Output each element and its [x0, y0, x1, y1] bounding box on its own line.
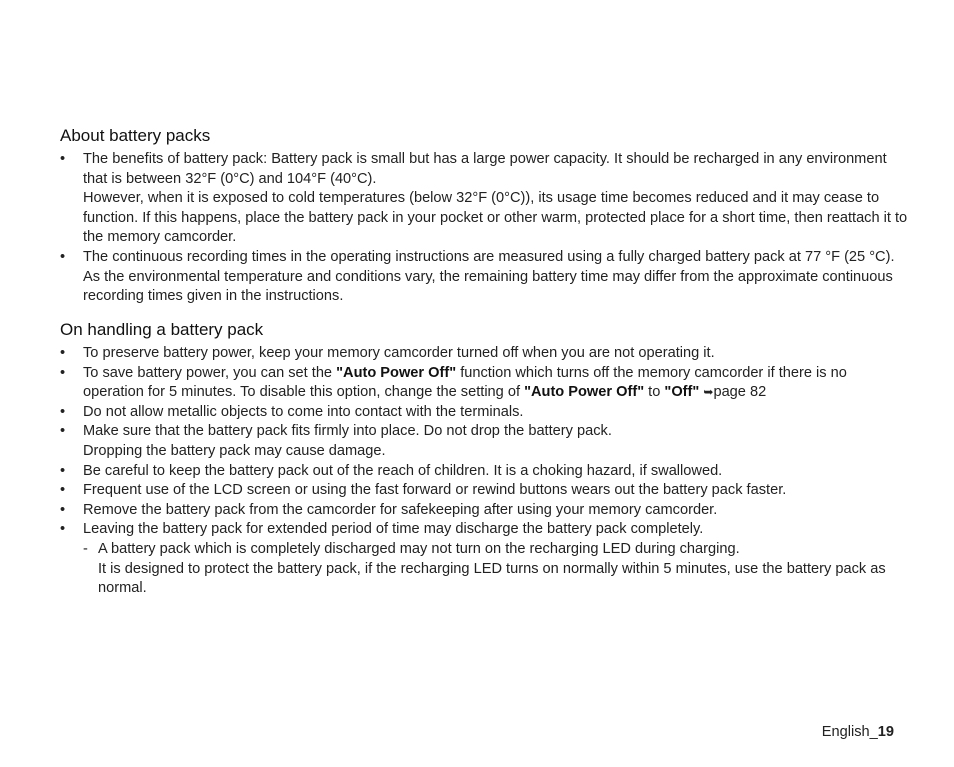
paragraph: A battery pack which is completely discharged may not turn on the recharging LED during charging.	[98, 540, 740, 557]
list-item	[60, 462, 910, 482]
list-item	[60, 150, 910, 248]
footer-language-label: English_	[821, 724, 878, 740]
text-run: To save battery power, you can set the	[83, 364, 337, 381]
paragraph: However, when it is exposed to cold temperatures (below 32°F (0°C)), its usage time becomes reduced and it may cease to function. If this happens, place the battery pack in your pocket or other warm, protected place for a short time, then reattach it to the memory camcorder.	[83, 190, 908, 246]
bullet-icon: •	[60, 423, 66, 440]
bullet-icon: •	[60, 364, 66, 381]
paragraph: Be careful to keep the battery pack out of the reach of children. It is a choking hazard, if swallowed.	[83, 462, 723, 479]
bullet-icon: •	[60, 345, 66, 361]
sub-item	[83, 540, 910, 599]
bullet-icon: •	[60, 501, 66, 518]
auto-power-off-label: "Auto Power Off"	[336, 364, 457, 381]
off-label: "Off"	[664, 384, 700, 401]
paragraph: Remove the battery pack from the camcorder for safekeeping after using your memory camcorder.	[83, 501, 718, 518]
page-footer	[822, 724, 894, 740]
handling-battery-pack-list	[60, 344, 910, 599]
list-item	[60, 344, 910, 364]
auto-power-off-label: "Auto Power Off"	[524, 384, 645, 401]
bullet-icon: •	[60, 403, 66, 420]
paragraph: Dropping the battery pack may cause damage.	[83, 442, 386, 459]
paragraph	[83, 364, 910, 403]
list-item	[60, 364, 910, 403]
bullet-icon: •	[60, 248, 66, 265]
list-item	[60, 520, 910, 598]
list-item	[60, 501, 910, 521]
list-item	[60, 481, 910, 501]
section-heading-on-handling-a-battery-pack: On handling a battery pack	[60, 320, 264, 339]
dash-marker: -	[83, 540, 88, 557]
paragraph: The benefits of battery pack: Battery pack is small but has a large power capacity. It should be recharged in any environment that is between 32°F (0°C) and 104°F (40°C).	[83, 151, 887, 187]
paragraph: Make sure that the battery pack fits firmly into place. Do not drop the battery pack.	[83, 423, 612, 440]
text-run: to	[644, 384, 665, 401]
list-item	[60, 248, 910, 307]
bullet-icon: •	[60, 151, 66, 167]
list-item	[60, 403, 910, 423]
bullet-icon: •	[60, 462, 66, 479]
paragraph: Do not allow metallic objects to come into contact with the terminals.	[83, 403, 524, 420]
list-item	[60, 422, 910, 461]
section-heading-about-battery-packs: About battery packs	[60, 126, 211, 145]
page-reference-arrow-icon: ➥	[703, 385, 714, 400]
paragraph: To preserve battery power, keep your memory camcorder turned off when you are not operating it.	[83, 345, 715, 361]
about-battery-packs-list	[60, 150, 910, 307]
paragraph: Frequent use of the LCD screen or using the fast forward or rewind buttons wears out the battery pack faster.	[83, 482, 787, 499]
text-run: function which turns off the memory camcorder if there is no operation for 5 minutes. To disable this option, change the setting of	[83, 364, 847, 401]
paragraph: The continuous recording times in the operating instructions are measured using a fully charged battery pack at 77 °F (25 °C). As the environmental temperature and conditions vary, the remaining battery time may differ from the approximate continuous recording times given in the instructions.	[83, 248, 895, 305]
page-reference: page 82	[713, 384, 767, 401]
paragraph: It is designed to protect the battery pack, if the recharging LED turns on normally within 5 minutes, use the battery pack as normal.	[98, 560, 886, 597]
bullet-icon: •	[60, 521, 66, 538]
paragraph: Leaving the battery pack for extended period of time may discharge the battery pack completely.	[83, 521, 704, 538]
bullet-icon: •	[60, 482, 66, 499]
page-number: 19	[877, 724, 894, 740]
